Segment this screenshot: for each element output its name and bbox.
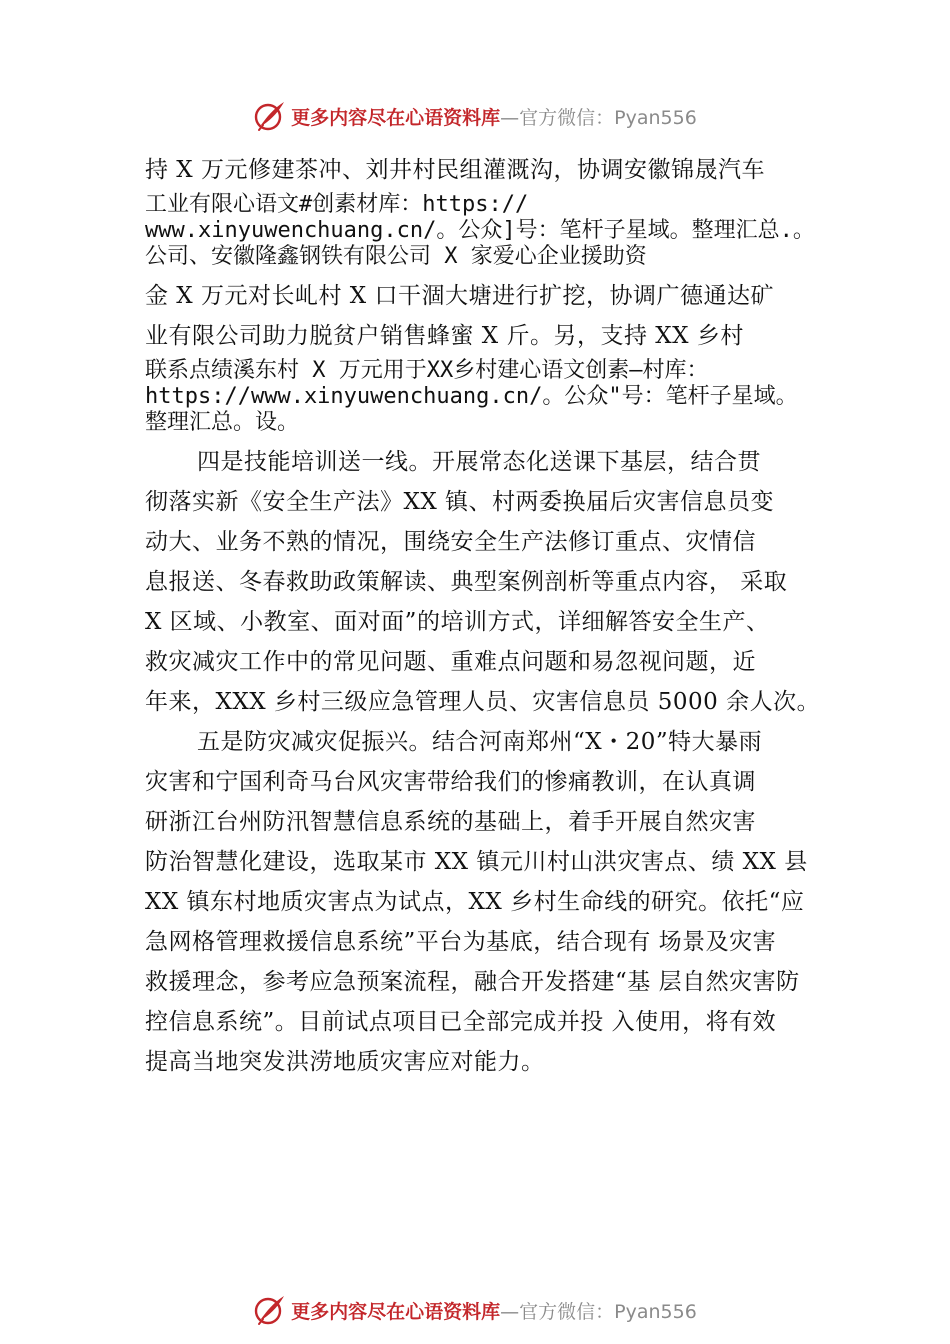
- body-line: 彻落实新《安全生产法》XX 镇、村两委换届后灾害信息员变: [145, 489, 775, 515]
- body-line: 金 X 万元对长乢村 X 口干涸大塘进行扩挖，协调广德通达矿: [145, 283, 774, 309]
- watermark-line: 公司、安徽隆鑫钢铁有限公司 X 家爱心企业援助资: [145, 244, 647, 269]
- body-line: 急网格管理救援信息系统”平台为基底，结合现有 场景及灾害: [145, 929, 777, 955]
- body-line: 研浙江台州防汛智慧信息系统的基础上，着手开展自然灾害: [145, 809, 756, 835]
- quill-logo-icon: [253, 1293, 287, 1327]
- body-line: 业有限公司助力脱贫户销售蜂蜜 X 斤。另，支持 XX 乡村: [145, 323, 744, 349]
- watermark-block-1: [145, 190, 835, 276]
- watermark-line: 整理汇总。设。: [145, 410, 300, 435]
- watermark-line: www.xinyuwenchuang.cn/。公众]号：笔杆子星域。整理汇总.。: [145, 218, 815, 243]
- header-banner-title: 更多内容尽在心语资料库: [291, 106, 501, 129]
- footer-banner: [0, 1290, 950, 1330]
- header-banner-inner: [253, 99, 697, 133]
- footer-banner-wechat: —官方微信：Pyan556: [500, 1300, 697, 1323]
- body-line: X 区域、小教室、面对面”的培训方式，详细解答安全生产、: [145, 609, 770, 635]
- body-line: XX 镇东村地质灾害点为试点，XX 乡村生命线的研究。依托“应: [145, 889, 805, 915]
- watermark-line: 联系点绩溪东村 X 万元用于XX乡村建心语文创素—村库：: [145, 358, 709, 383]
- body-line: 控信息系统”。目前试点项目已全部完成并投 入使用，将有效: [145, 1009, 777, 1035]
- body-line: 防治智慧化建设，选取某市 XX 镇元川村山洪灾害点、绩 XX 县: [145, 849, 808, 875]
- footer-banner-inner: [253, 1293, 697, 1327]
- paragraph-5-first-line: 五是防灾减灾促振兴。结合河南郑州“X・20”特大暴雨: [197, 729, 763, 755]
- footer-banner-title: 更多内容尽在心语资料库: [291, 1300, 501, 1323]
- header-banner-wechat: —官方微信：Pyan556: [500, 106, 697, 129]
- header-banner: [0, 96, 950, 136]
- paragraph-4-first-line: 四是技能培训送一线。开展常态化送课下基层，结合贯: [197, 449, 761, 475]
- document-body: [145, 150, 835, 1082]
- body-line: 灾害和宁国利奇马台风灾害带给我们的惨痛教训，在认真调: [145, 769, 756, 795]
- body-line: 持 X 万元修建茶冲、刘井村民组灌溉沟，协调安徽锦晟汽车: [145, 157, 765, 183]
- body-line: 息报送、冬春救助政策解读、典型案例剖析等重点内容， 采取: [145, 569, 788, 595]
- watermark-line: https://www.xinyuwenchuang.cn/。公众"号：笔杆子星域。: [145, 384, 798, 409]
- body-line: 救灾减灾工作中的常见问题、重难点问题和易忽视问题，近: [145, 649, 756, 675]
- body-line: 年来，XXX 乡村三级应急管理人员、灾害信息员 5000 余人次。: [145, 689, 821, 715]
- body-line: 救援理念，参考应急预案流程，融合开发搭建“基 层自然灾害防: [145, 969, 800, 995]
- watermark-block-2: [145, 356, 835, 442]
- quill-logo-icon: [253, 99, 287, 133]
- body-line: 提高当地突发洪涝地质灾害应对能力。: [145, 1049, 545, 1075]
- watermark-line: 工业有限心语文#创素材库：https://: [145, 192, 529, 217]
- body-line: 动大、业务不熟的情况，围绕安全生产法修订重点、灾情信: [145, 529, 756, 555]
